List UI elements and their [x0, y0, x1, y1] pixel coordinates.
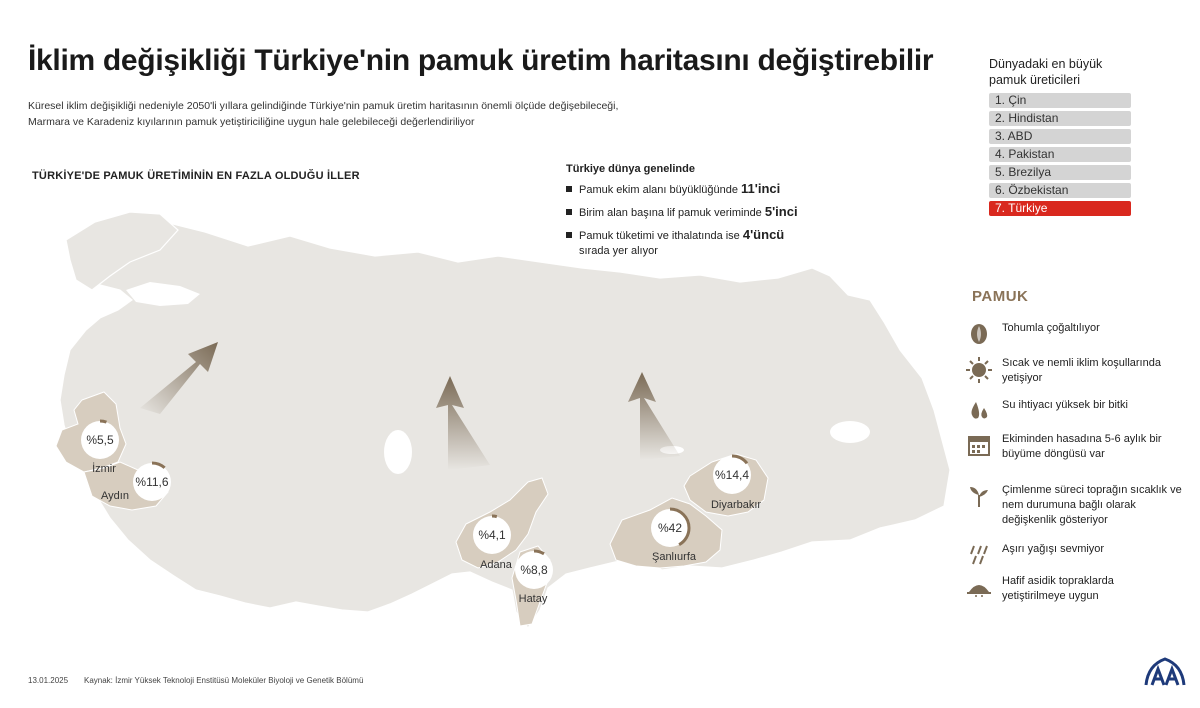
- subtitle-line-2: Marmara ve Karadeniz kıyılarının pamuk yetiştiriciliğine uygun hale gelebileceği değerlendiriliyor: [28, 116, 475, 128]
- cotton-fact: [964, 574, 1194, 604]
- cotton-fact: [964, 356, 1194, 386]
- cotton-fact: [964, 542, 1194, 572]
- rank-item: 6. Özbekistan: [989, 183, 1131, 198]
- world-item-text: Pamuk tüketimi ve ithalatında ise: [579, 230, 743, 242]
- share-aydin: %11,6: [135, 475, 169, 489]
- rank-item-turkey: 7. Türkiye: [989, 201, 1131, 216]
- lake-tuz: [384, 430, 412, 474]
- cotton-fact-text: Su ihtiyacı yüksek bir bitki: [1002, 399, 1128, 411]
- donut-hatay: [515, 551, 553, 589]
- aa-logo: [1144, 655, 1186, 692]
- sprout-icon: [964, 483, 994, 513]
- donut-sanliurfa: [651, 509, 689, 547]
- rank-item: 1. Çin: [989, 93, 1131, 108]
- soil-icon: [964, 574, 994, 604]
- footer-date: 13.01.2025: [28, 676, 69, 685]
- world-item-rest: sırada yer alıyor: [579, 245, 658, 257]
- cotton-fact: [964, 321, 1194, 351]
- cotton-fact-text: Çimlenme süreci toprağın sıcaklık ve nem durumuna bağlı olarak değişkenlik gösteriyor: [1002, 484, 1182, 526]
- world-item-highlight: 5'inci: [764, 204, 798, 219]
- rank-item: 5. Brezilya: [989, 165, 1131, 180]
- cotton-fact: [964, 398, 1194, 428]
- share-hatay: %8,8: [520, 563, 548, 577]
- share-sanliurfa: %42: [657, 521, 683, 535]
- cotton-fact: [964, 432, 1194, 462]
- share-izmir: %5,5: [86, 433, 114, 447]
- cotton-fact-text: Aşırı yağışı sevmiyor: [1002, 543, 1105, 555]
- donut-izmir: [81, 421, 119, 459]
- cotton-fact-text: Hafif asidik topraklarda yetiştirilmeye uygun: [1002, 575, 1114, 602]
- cotton-fact-text: Sıcak ve nemli iklim koşullarında yetişiyor: [1002, 357, 1161, 384]
- world-item: [566, 204, 866, 221]
- rank-item: 3. ABD: [989, 129, 1131, 144]
- ranking-title: Dünyadaki en büyük pamuk üreticileri: [989, 57, 1103, 87]
- world-item-text: Birim alan başına lif pamuk veriminde: [579, 207, 765, 219]
- cotton-fact-text: Tohumla çoğaltılıyor: [1002, 322, 1100, 334]
- bullet-icon: [566, 209, 572, 215]
- calendar-icon: [964, 432, 994, 462]
- page-title: İklim değişikliği Türkiye'nin pamuk üretim haritasını değiştirebilir: [28, 44, 934, 77]
- donut-aydin: [133, 463, 171, 501]
- lake-van: [830, 421, 870, 443]
- cotton-fact: [964, 483, 1194, 528]
- subtitle-line-1: Küresel iklim değişikliği nedeniyle 2050'li yıllara gelindiğinde Türkiye'nin pamuk üretim haritasının önemli ölçüde değişebileceği,: [28, 100, 619, 112]
- sun-icon: [964, 356, 994, 386]
- subtitle: [28, 98, 728, 130]
- donut-adana: [473, 516, 511, 554]
- cotton-title: PAMUK: [972, 288, 1029, 305]
- bullet-icon: [566, 186, 572, 192]
- rank-item: 2. Hindistan: [989, 111, 1131, 126]
- map-section-title: TÜRKİYE'DE PAMUK ÜRETİMİNİN EN FAZLA OLDUĞU İLLER: [32, 170, 360, 182]
- seed-icon: [964, 321, 994, 351]
- world-item-highlight: 11'inci: [741, 181, 781, 196]
- label-hatay: Hatay: [518, 593, 548, 605]
- bullet-icon: [566, 232, 572, 238]
- world-item: [566, 181, 866, 198]
- donut-diyarbakir: [713, 456, 751, 494]
- world-heading: Türkiye dünya genelinde: [566, 163, 695, 175]
- world-item: [566, 227, 866, 259]
- world-item-text: Pamuk ekim alanı büyüklüğünde: [579, 184, 742, 196]
- cotton-facts: [964, 288, 1194, 602]
- label-sanliurfa: Şanlıurfa: [651, 551, 697, 563]
- share-adana: %4,1: [478, 528, 506, 542]
- cotton-fact-text: Ekiminden hasadına 5-6 aylık bir büyüme döngüsü var: [1002, 433, 1162, 460]
- label-izmir: İzmir: [92, 463, 116, 475]
- producer-ranking: [989, 56, 1131, 219]
- label-aydin: Aydın: [101, 490, 129, 502]
- footer-source: Kaynak: İzmir Yüksek Teknoloji Enstitüsü Moleküler Biyoloji ve Genetik Bölümü: [84, 676, 364, 685]
- label-adana: Adana: [480, 559, 512, 571]
- rain-icon: [964, 542, 994, 572]
- water-drop-icon: [964, 398, 994, 428]
- label-diyarbakir: Diyarbakır: [710, 499, 762, 511]
- share-diyarbakir: %14,4: [714, 468, 750, 482]
- world-ranking-box: [566, 163, 866, 265]
- rank-item: 4. Pakistan: [989, 147, 1131, 162]
- world-item-highlight: 4'üncü: [742, 227, 785, 242]
